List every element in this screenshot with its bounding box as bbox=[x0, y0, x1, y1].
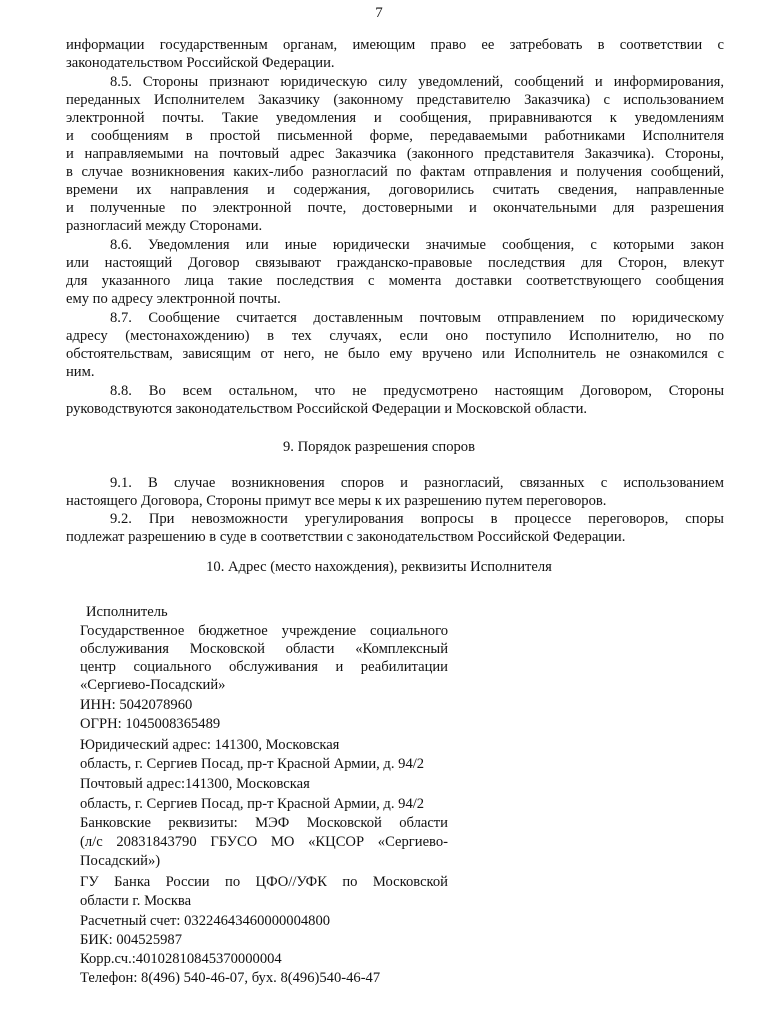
clause-8-8-line: 8.8. Во всем остальном, что не предусмотрено настоящим Договором, Стороны bbox=[110, 383, 724, 399]
paragraph-line: обстоятельствам, зависящим от него, не было ему вручено или Исполнитель не ознакомился с bbox=[66, 346, 724, 362]
correspondent-account: Корр.сч.:40102810845370000004 bbox=[80, 951, 282, 967]
paragraph-line: информации государственным органам, имеющим право ее затребовать в соответствии с bbox=[66, 37, 724, 53]
paragraph-line: адресу (местонахождению) в тех случаях, если оно поступило Исполнителю, но по bbox=[66, 328, 724, 344]
paragraph-line: переданных Исполнителем Заказчику (законному представителю Заказчика) с использованием bbox=[66, 92, 724, 108]
phone-line: Телефон: 8(496) 540-46-07, бух. 8(496)540-46-47 bbox=[80, 970, 381, 986]
organization-name-line: «Сергиево-Посадский» bbox=[80, 677, 226, 693]
bank-details-line: Посадский») bbox=[80, 853, 161, 869]
paragraph-line: для указанного лица такие последствия с момента доставки соответствующего сообщения bbox=[66, 273, 724, 289]
paragraph-line: подлежат разрешению в суде в соответствии с законодательством Российской Федерации. bbox=[66, 529, 626, 545]
paragraph-line: электронной почты. Такие уведомления и сообщения, приравниваются к уведомлениям bbox=[66, 110, 724, 126]
section-9-heading: 9. Порядок разрешения споров bbox=[283, 439, 475, 455]
paragraph-line: или настоящий Договор связывают гражданско-правовые последствия для Сторон, влекут bbox=[66, 255, 724, 271]
page-number: 7 bbox=[375, 5, 383, 21]
paragraph-line: ним. bbox=[66, 364, 95, 380]
organization-name-line: обслуживания Московской области «Комплексный bbox=[80, 641, 448, 657]
postal-address-line: Почтовый адрес:141300, Московская bbox=[80, 776, 310, 792]
bank-name-line: ГУ Банка России по ЦФО//УФК по Московской bbox=[80, 874, 448, 890]
organization-name-line: Государственное бюджетное учреждение социального bbox=[80, 623, 448, 639]
inn-value: ИНН: 5042078960 bbox=[80, 697, 193, 713]
paragraph-line: и направляемыми на почтовый адрес Заказчика (законного представителя Заказчика). Стороны, bbox=[66, 146, 724, 162]
section-10-heading: 10. Адрес (место нахождения), реквизиты Исполнителя bbox=[206, 559, 552, 575]
clause-8-6-line: 8.6. Уведомления или иные юридически значимые сообщения, с которыми закон bbox=[110, 237, 724, 253]
clause-8-5-line: 8.5. Стороны признают юридическую силу уведомлений, сообщений и информирования, bbox=[110, 74, 724, 90]
legal-address-line: область, г. Сергиев Посад, пр-т Красной Армии, д. 94/2 bbox=[80, 756, 425, 772]
paragraph-line: руководствуются законодательством Российской Федерации и Московской области. bbox=[66, 401, 588, 417]
settlement-account: Расчетный счет: 03224643460000004800 bbox=[80, 913, 331, 929]
paragraph-line: и полученные по электронной почте, достоверными и окончательными для разрешения bbox=[66, 200, 724, 216]
clause-9-2-line: 9.2. При невозможности урегулирования вопросы в процессе переговоров, споры bbox=[110, 511, 724, 527]
bik-value: БИК: 004525987 bbox=[80, 932, 183, 948]
contractor-label: Исполнитель bbox=[86, 604, 168, 620]
paragraph-line: законодательством Российской Федерации. bbox=[66, 55, 335, 71]
organization-name-line: центр социального обслуживания и реабилитации bbox=[80, 659, 448, 675]
paragraph-line: настоящего Договора, Стороны примут все меры к их разрешению путем переговоров. bbox=[66, 493, 607, 509]
clause-9-1-line: 9.1. В случае возникновения споров и разногласий, связанных с использованием bbox=[110, 475, 724, 491]
paragraph-line: ему по адресу электронной почты. bbox=[66, 291, 281, 307]
bank-details-line: Банковские реквизиты: МЭФ Московской области bbox=[80, 815, 448, 831]
legal-address-line: Юридический адрес: 141300, Московская bbox=[80, 737, 340, 753]
paragraph-line: в случае возникновения каких-либо разногласий по фактам отправления и получения сообщений, bbox=[66, 164, 724, 180]
bank-name-line: области г. Москва bbox=[80, 893, 192, 909]
ogrn-value: ОГРН: 1045008365489 bbox=[80, 716, 221, 732]
clause-8-7-line: 8.7. Сообщение считается доставленным почтовым отправлением по юридическому bbox=[110, 310, 724, 326]
bank-details-line: (л/с 20831843790 ГБУСО МО «КЦСОР «Сергиево- bbox=[80, 834, 448, 850]
paragraph-line: и сообщениям в простой письменной форме, передаваемыми работниками Исполнителя bbox=[66, 128, 724, 144]
paragraph-line: времени их направления и содержания, договорились считать сведения, направленные bbox=[66, 182, 724, 198]
paragraph-line: разногласий между Сторонами. bbox=[66, 218, 263, 234]
postal-address-line: область, г. Сергиев Посад, пр-т Красной Армии, д. 94/2 bbox=[80, 796, 425, 812]
